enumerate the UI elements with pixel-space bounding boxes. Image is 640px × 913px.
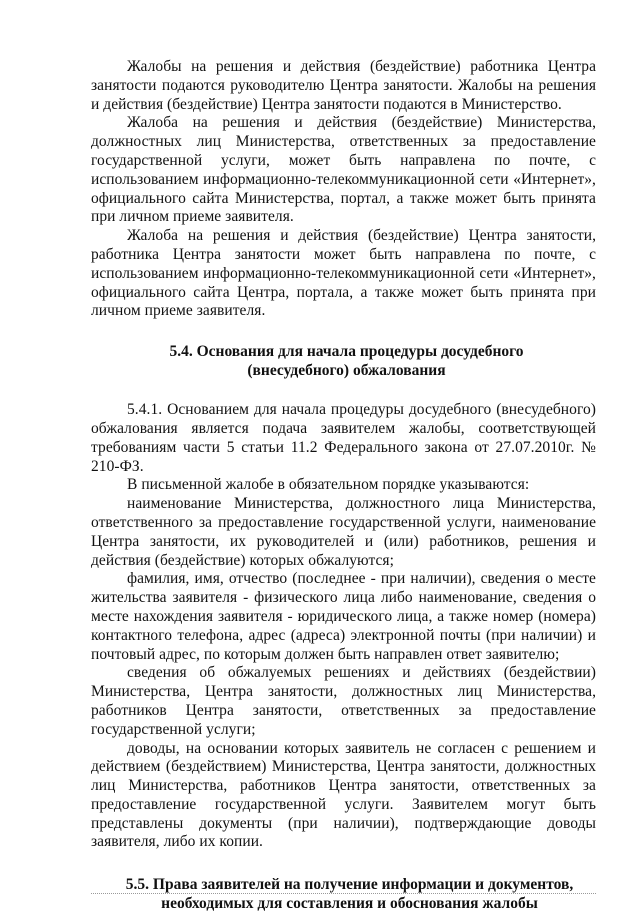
- paragraph-5-4-1: 5.4.1. Основанием для начала процедуры досудебного (внесудебного) обжалования является подача заявителем жалобы, соответствующей требованиям части 5 статьи 11.2 Федерального закона от 27.07.2010г. № 210-ФЗ.: [91, 401, 596, 475]
- paragraph-written-complaint-intro: В письменной жалобе в обязательном порядке указываются:: [127, 476, 530, 494]
- document-page: [91, 58, 596, 913]
- section-5-5-heading: [91, 875, 596, 913]
- paragraph-complaint-addressees: Жалобы на решения и действия (бездействие) работника Центра занятости подаются руководителю Центра занятости. Жалобы на решения и действия (бездействие) Центра занятости подаются в Министерство.: [91, 58, 596, 113]
- paragraph-ministry-complaint-channels: Жалоба на решения и действия (бездействие) Министерства, должностных лиц Министерства, ответственных за предоставление государственной услуги, может быть направлена по почте, с использованием информационно-телекоммуникационной сети «Интернет», официального сайта Министерства, портал, а также может быть принята при личном приеме заявителя.: [91, 114, 596, 226]
- section-5-4-heading-line2: (внесудебного) обжалования: [247, 362, 446, 380]
- section-5-5-heading-line2: необходимых для составления и обоснования жалобы: [161, 895, 538, 913]
- section-5-4-heading-line1: 5.4. Основания для начала процедуры досудебного: [169, 343, 524, 361]
- section-5-5-heading-line1: 5.5. Права заявителей на получение информации и документов,: [125, 876, 574, 894]
- paragraph-item-arguments: доводы, на основании которых заявитель не согласен с решением и действием (бездействием) Министерства, Центра занятости, должностных лиц Министерства, работников Центра занятости, ответственных за предоставление государственной услуги. Заявителем могут быть представлены документы (при наличии), подтверждающие доводы заявителя, либо их копии.: [91, 739, 596, 851]
- paragraph-center-complaint-channels: Жалоба на решения и действия (бездействие) Центра занятости, работника Центра занятости может быть направлена по почте, с использованием информационно-телекоммуникационной сети «Интернет», официального сайта Центра, портала, а также может быть принята при личном приеме заявителя.: [91, 227, 596, 320]
- section-5-4-heading: [91, 342, 596, 380]
- paragraph-item-applicant-details: фамилия, имя, отчество (последнее - при наличии), сведения о месте жительства заявителя - физического лица либо наименование, сведения о месте нахождения заявителя - юридического лица, а также номер (номера) контактного телефона, адрес (адреса) электронной почты (при наличии) и почтовый адрес, по которым должен быть направлен ответ заявителю;: [91, 570, 596, 663]
- paragraph-item-appealed-decisions: сведения об обжалуемых решениях и действиях (бездействии) Министерства, Центра занятости, должностных лиц Министерства, работников Центра занятости, ответственных за предоставление государственной услуги;: [91, 664, 596, 738]
- page-bottom-divider: [91, 893, 596, 894]
- paragraph-item-names: наименование Министерства, должностного лица Министерства, ответственного за предоставление государственной услуги, наименование Центра занятости, их руководителей и (или) работников, решения и действия (бездействие) которых обжалуются;: [91, 495, 596, 569]
